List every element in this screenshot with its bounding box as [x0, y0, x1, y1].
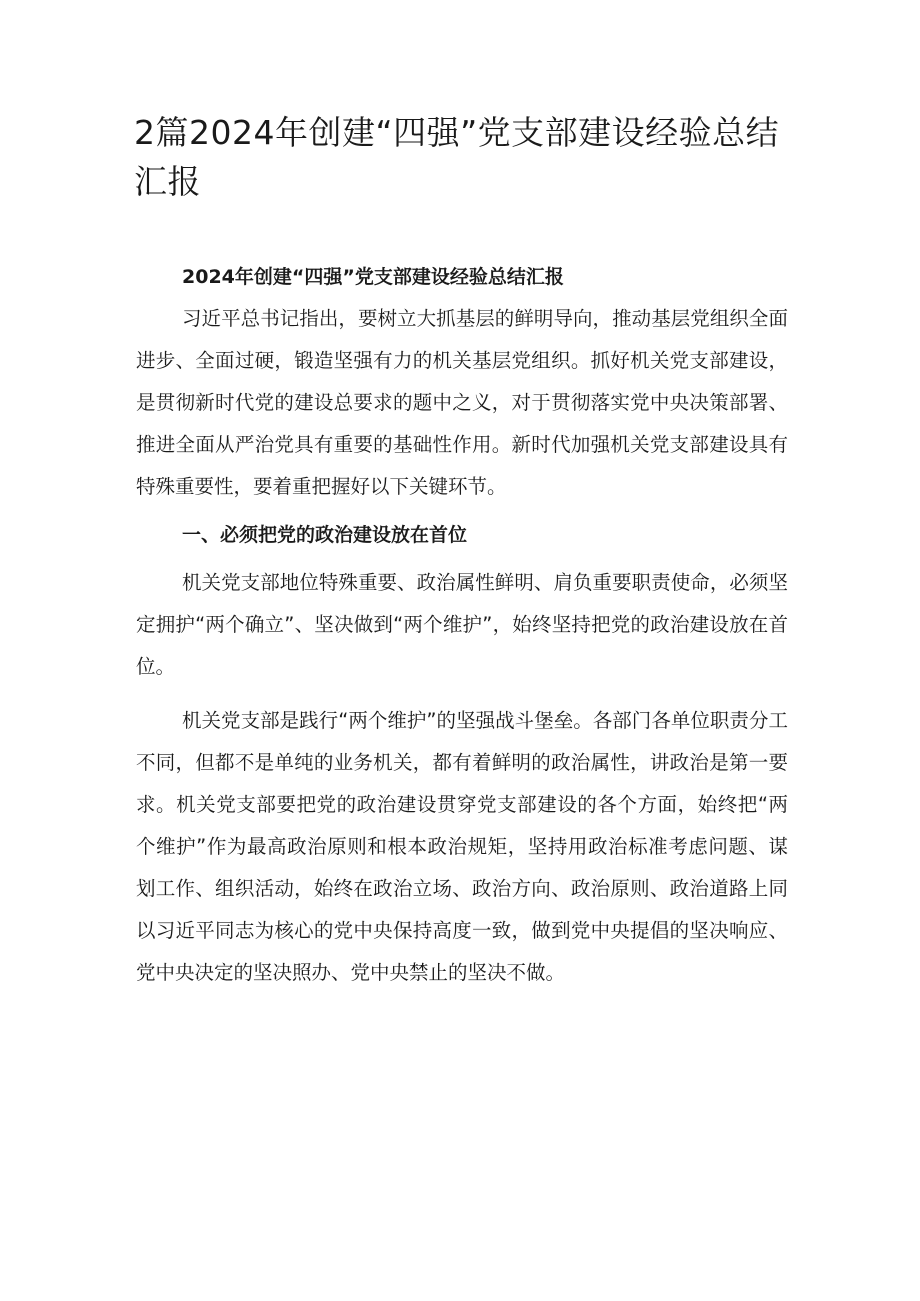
paragraph-section-1a: 机关党支部地位特殊重要、政治属性鲜明、肩负重要职责使命，必须坚定拥护“两个确立”、坚决做到“两个维护”，始终坚持把党的政治建设放在首位。: [136, 571, 788, 678]
paragraph-section-1b: 机关党支部是践行“两个维护”的坚强战斗堡垒。各部门各单位职责分工不同，但都不是单纯的业务机关，都有着鲜明的政治属性，讲政治是第一要求。机关党支部要把党的政治建设贯穿党支部建设的各个方面，始终把“两个维护”作为最高政治原则和根本政治规矩，坚持用政治标准考虑问题、谋划工作、组织活动，始终在政治立场、政治方向、政治原则、政治道路上同以习近平同志为核心的党中央保持高度一致，做到党中央提倡的坚决响应、党中央决定的坚决照办、党中央禁止的坚决不做。: [136, 709, 788, 984]
section-heading-1: 一、必须把党的政治建设放在首位: [182, 524, 468, 546]
document-title: 2篇2024年创建“四强”党支部建设经验总结汇报: [134, 113, 780, 201]
paragraph-intro: 习近平总书记指出，要树立大抓基层的鲜明导向，推动基层党组织全面进步、全面过硬，锻造坚强有力的机关基层党组织。抓好机关党支部建设，是贯彻新时代党的建设总要求的题中之义，对于贯彻落实党中央决策部署、推进全面从严治党具有重要的基础性作用。新时代加强机关党支部建设具有特殊重要性，要着重把握好以下关键环节。: [136, 307, 788, 498]
document-subtitle: 2024年创建“四强”党支部建设经验总结汇报: [182, 266, 564, 288]
document-body: [136, 256, 788, 994]
